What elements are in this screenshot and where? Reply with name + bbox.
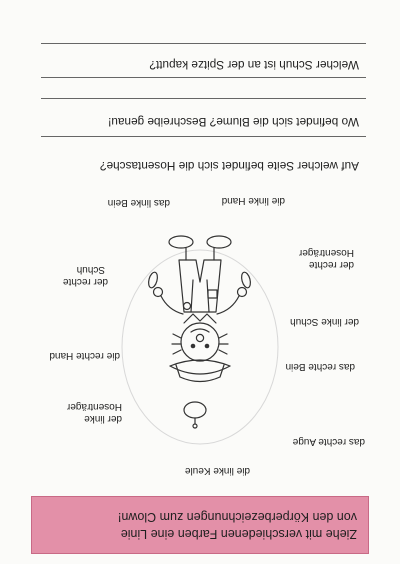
question-broken-shoe: Welcher Schuh ist an der Spitze kaputt? — [149, 58, 359, 72]
label-linke-keule: die linke Keule — [184, 465, 250, 476]
label-linke-bein: das linke Bein — [107, 197, 170, 208]
label-rechte-hosentraeger-1: der rechte — [308, 259, 354, 270]
question-pocket: Auf welcher Seite befindet sich die Hosentasche? — [99, 159, 359, 173]
question-flower: Wo befindet sich die Blume? Beschreibe genau! — [108, 115, 359, 129]
answer-line — [41, 136, 366, 137]
label-linke-schuh: der linke Schuh — [290, 316, 359, 327]
instruction-line-2: von den Körperbezeichnungen zum Clown! — [117, 510, 357, 524]
label-rechte-schuh-1: der rechte — [62, 276, 108, 287]
label-rechte-bein: das rechte Bein — [285, 361, 355, 372]
answer-line — [41, 43, 366, 44]
instruction-line-1: Ziehe mit verschiedenen Farben eine Linie — [120, 527, 357, 541]
answer-line — [41, 98, 366, 99]
label-linke-hosentraeger-2: Hosenträger — [66, 401, 122, 412]
answer-line — [41, 77, 366, 78]
label-linke-hosentraeger-1: der linke — [84, 413, 122, 424]
label-rechte-hand: die rechte Hand — [49, 350, 120, 361]
label-linke-hand: die linke Hand — [221, 195, 285, 206]
label-rechte-auge: das rechte Auge — [292, 436, 365, 447]
label-rechte-schuh-2: Schuh — [76, 264, 105, 275]
label-rechte-hosentraeger-2: Hosenträger — [298, 247, 354, 258]
club-icon — [184, 402, 206, 428]
